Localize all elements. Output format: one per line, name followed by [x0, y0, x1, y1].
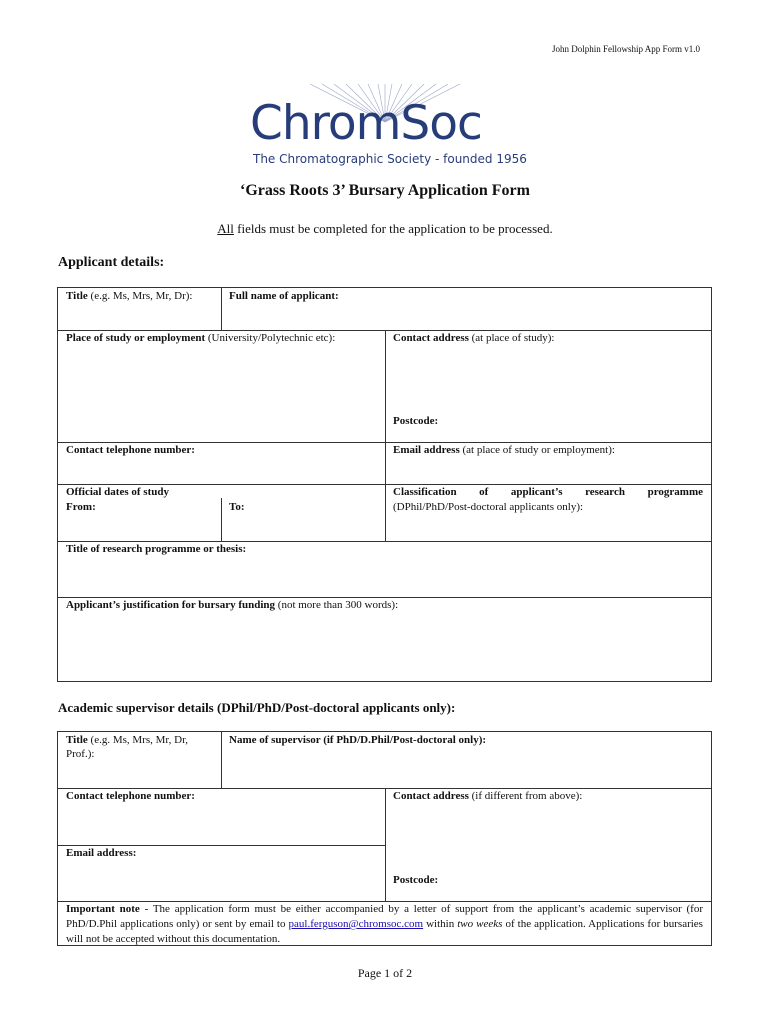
instruction-rest: fields must be completed for the application to be processed. [233, 221, 553, 236]
supervisor-telephone-field[interactable]: Contact telephone number: [66, 790, 195, 802]
form-version: John Dolphin Fellowship App Form v1.0 [551, 44, 700, 54]
telephone-field[interactable]: Contact telephone number: [66, 444, 195, 456]
supervisor-postcode-field[interactable]: Postcode: [393, 874, 439, 886]
supervisor-email-field[interactable]: Email address: [66, 847, 137, 859]
classification-hint: (DPhil/PhD/Post-doctoral applicants only): [393, 501, 584, 513]
classification-field[interactable]: Classification of applicant’s research programme [393, 486, 703, 498]
place-of-study-field[interactable]: Place of study or employment (University/Polytechnic etc): [66, 332, 336, 344]
important-note: Important note - The application form must be either accompanied by a letter of support from the applicant’s academic supervisor (for PhD/D.Phil applications only) or sent by email to paul.ferguson@chromsoc.com within two weeks of the application. Applications for bursaries will not be accepted without this documentation. [66, 903, 703, 945]
chromsoc-logo [250, 84, 527, 170]
email-field[interactable]: Email address (at place of study or employment): [393, 444, 615, 456]
postcode-field[interactable]: Postcode: [393, 415, 439, 427]
research-title-field[interactable]: Title of research programme or thesis: [66, 543, 247, 555]
page-number: Page 1 of 2 [357, 966, 413, 980]
applicant-heading: Applicant details: [58, 255, 165, 270]
supervisor-heading: Academic supervisor details (DPhil/PhD/Post-doctoral applicants only): [58, 700, 456, 715]
dates-of-study-label: Official dates of study [66, 486, 169, 498]
justification-field[interactable]: Applicant’s justification for bursary funding (not more than 300 words): [66, 599, 399, 611]
from-date-field[interactable]: From: [66, 501, 96, 513]
logo-tagline: The Chromatographic Society - founded 1956 [253, 152, 527, 166]
title-field[interactable]: Title (e.g. Ms, Mrs, Mr, Dr): [66, 290, 193, 302]
instruction-emphasis: All [217, 221, 234, 236]
logo-wordmark: ChromSoc [250, 96, 482, 151]
contact-address-field[interactable]: Contact address (at place of study): [393, 332, 555, 344]
supervisor-details-table [57, 731, 712, 946]
contact-email-link[interactable]: paul.ferguson@chromsoc.com [288, 918, 424, 930]
supervisor-name-field[interactable]: Name of supervisor (if PhD/D.Phil/Post-doctoral only): [229, 734, 487, 746]
applicant-details-table [57, 287, 712, 682]
form-title: ‘Grass Roots 3’ Bursary Application Form [240, 182, 530, 199]
full-name-field[interactable]: Full name of applicant: [229, 290, 339, 302]
instruction-text [0, 221, 770, 237]
to-date-field[interactable]: To: [229, 501, 245, 513]
supervisor-address-field[interactable]: Contact address (if different from above): [393, 790, 583, 802]
supervisor-title-field[interactable]: Title (e.g. Ms, Mrs, Mr, Dr, Prof.): [66, 734, 189, 760]
